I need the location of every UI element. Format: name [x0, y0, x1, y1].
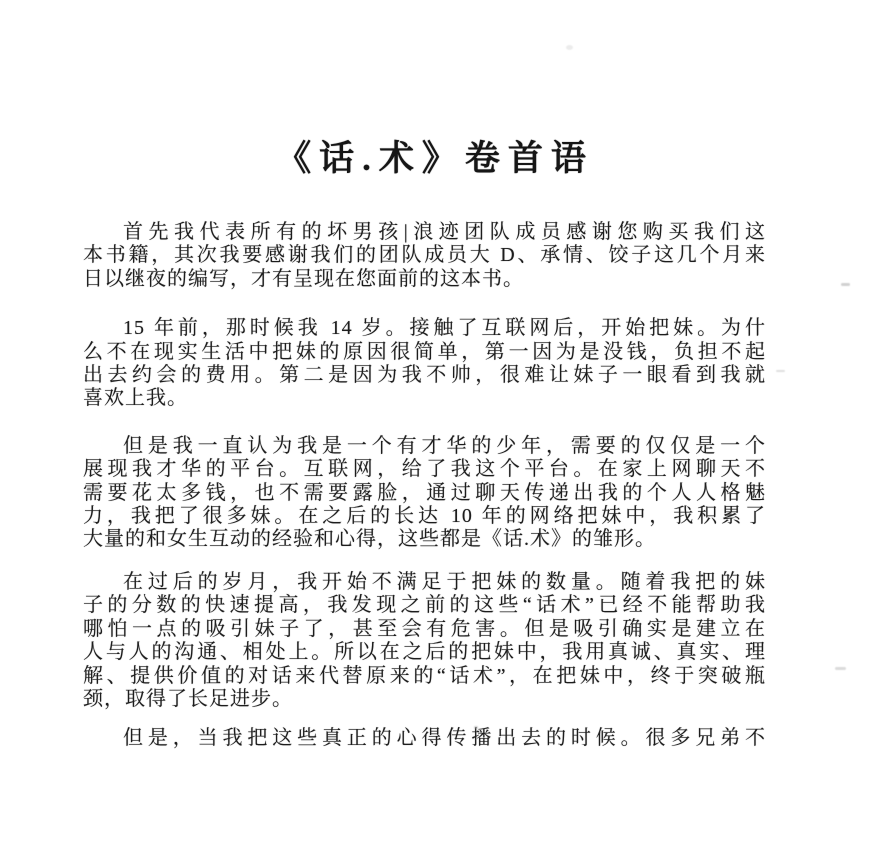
text-line: 力，我把了很多妹。在之后的长达 10 年的网络把妹中，我积累了: [83, 505, 766, 528]
text-line: 首先我代表所有的坏男孩|浪迹团队成员感谢您购买我们这: [123, 221, 766, 243]
text-line: 但是我一直认为我是一个有才华的少年，需要的仅仅是一个: [123, 434, 766, 457]
paragraph: [83, 571, 766, 711]
scan-speck: [566, 45, 573, 50]
scan-speck: [841, 283, 850, 286]
paragraph: [83, 221, 766, 291]
scan-speck: [474, 726, 478, 729]
scan-speck: [835, 667, 846, 670]
text-line: 解、提供价值的对话来代替原来的“话术”，在把妹中，终于突破瓶: [83, 664, 766, 687]
paragraph: [83, 727, 766, 750]
text-line: 在过后的岁月，我开始不满足于把妹的数量。随着我把的妹: [123, 570, 766, 593]
text-line: 但是，当我把这些真正的心得传播出去的时候。很多兄弟不: [123, 727, 766, 750]
page-body-text: [83, 221, 766, 771]
text-line: 子的分数的快速提高，我发现之前的这些“话术”已经不能帮助我: [83, 594, 766, 617]
text-line: 本书籍，其次我要感谢我们的团队成员大 D、承情、饺子这几个月来: [83, 244, 766, 267]
text-line: 需要花太多钱，也不需要露脸，通过聊天传递出我的个人人格魅: [83, 481, 766, 504]
text-line: 颈，取得了长足进步。: [83, 687, 293, 710]
text-line: 哪怕一点的吸引妹子了，甚至会有危害。但是吸引确实是建立在: [83, 617, 766, 640]
text-line: 展现我才华的平台。互联网，给了我这个平台。在家上网聊天不: [83, 458, 766, 481]
text-line: 15 年前，那时候我 14 岁。接触了互联网后，开始把妹。为什: [123, 317, 766, 340]
scan-speck: [776, 370, 785, 372]
text-line: 么不在现实生活中把妹的原因很简单，第一因为是没钱，负担不起: [83, 340, 766, 363]
text-line: 大量的和女生互动的经验和心得，这些都是《话.术》的雏形。: [83, 528, 656, 551]
paragraph: [83, 435, 766, 552]
text-line: 出去约会的费用。第二是因为我不帅，很难让妹子一眼看到我就: [83, 364, 766, 387]
paragraph: [83, 317, 766, 411]
text-line: 人与人的沟通、相处上。所以在之后的把妹中，我用真诚、真实、理: [83, 641, 766, 664]
page-title: 《话.术》卷首语: [276, 139, 594, 178]
text-line: 喜欢上我。: [83, 387, 188, 410]
text-line: 日以继夜的编写，才有呈现在您面前的这本书。: [83, 267, 524, 290]
